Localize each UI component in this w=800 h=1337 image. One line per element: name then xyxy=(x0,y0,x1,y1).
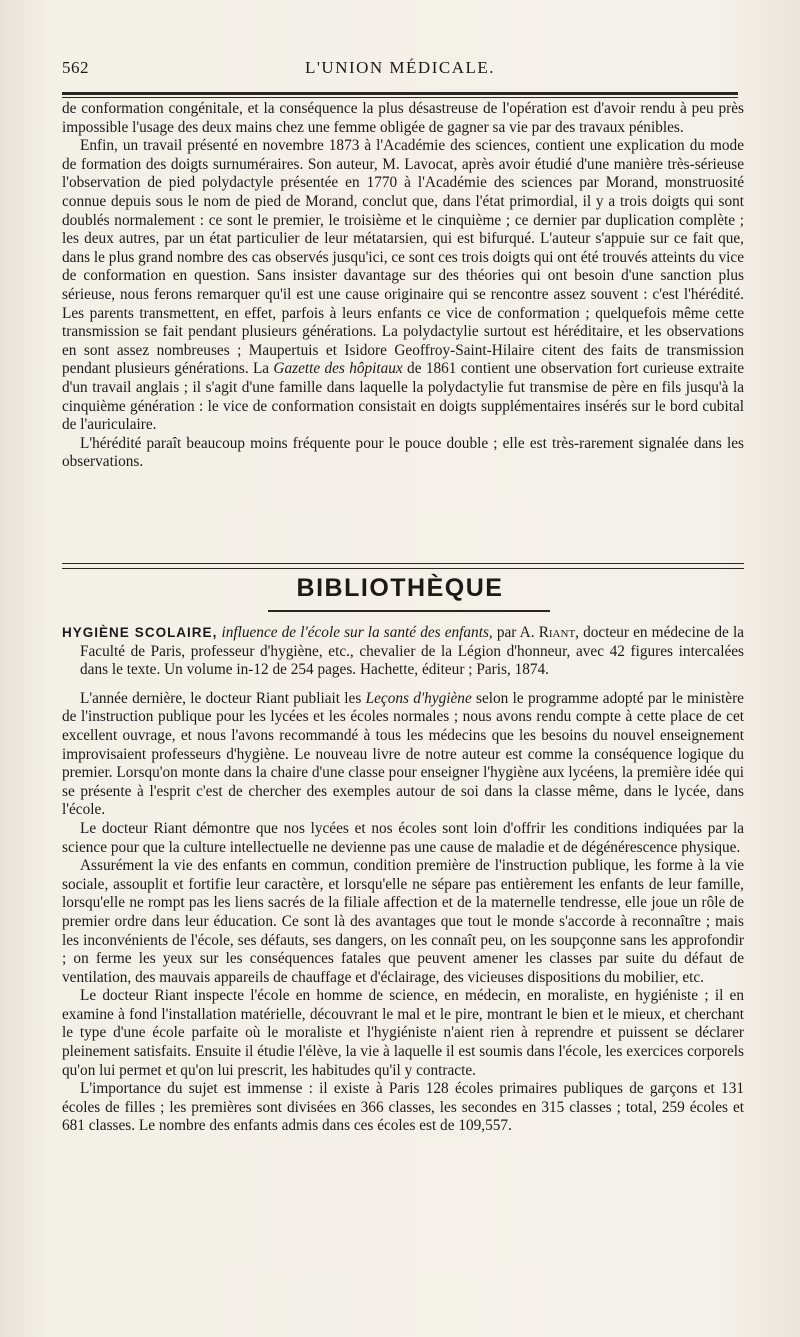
running-head xyxy=(62,58,738,86)
citation-by: par A. xyxy=(492,624,539,641)
review-paragraph-1-a: L'année dernière, le docteur Riant publiait les xyxy=(80,689,366,707)
article-paragraph-1: de conformation congénitale, et la conséquence la plus désastreuse de l'opération est d'avoir rendu à peu près impossible l'usage des deux mains chez une femme obligée de gagner sa vie par des travaux pénibles. xyxy=(62,100,744,136)
review-paragraph-3: Assurément la vie des enfants en commun, condition première de l'instruction publique, les forme à la vie sociale, assouplit et fortifie leur caractère, et lorsqu'elle ne sépare pas entièrement les enfants de leur famille, lorsqu'elle ne rompt pas les liens sacrés de la filiale affection et de la maternelle tendresse, elle joue un rôle de premier ordre dans leur éducation. Ce sont là des avantages que tout le monde s'accorde à reconnaître ; mais les inconvénients de l'école, ses défauts, ses dangers, on les connaît peu, on les soupçonne sans les approfondir ; on ferme les yeux sur les conséquences fatales que peuvent amener les classes par suite du défaut de ventilation, des mauvais appareils de chauffage et d'éclairage, des vicieuses dispositions du mobilier, etc. xyxy=(62,857,744,986)
review-paragraph-1-b: selon le programme adopté par le ministère de l'instruction publique pour les lycées et les écoles normales ; nous avons rendu compte à cette place de cet excellent ouvrage, et nous l'avons recommandé à tous les médecins que les besoins du nouvel enseignement improvisaient professeurs d'hygiène. Le nouveau livre de notre auteur est comme la conséquence logique du premier. Lorsqu'on monte dans la chaire d'une classe pour enseigner l'hygiène aux lycéens, la première idée qui se présente à l'esprit c'est de chercher des exemples autour de soi dans la classe même, dans le lycée, dans l'école. xyxy=(62,689,744,819)
book-author: Riant xyxy=(538,624,576,641)
review-paragraph-5: L'importance du sujet est immense : il existe à Paris 128 écoles primaires publiques de garçons et 131 écoles de filles ; les premières sont divisées en 366 classes, les secondes en 315 classes ; total, 259 écoles et 681 classes. Le nombre des enfants admis dans ces écoles est de 109,557. xyxy=(62,1080,744,1135)
article-paragraph-2-text: Enfin, un travail présenté en novembre 1873 à l'Académie des sciences, contient une explication du mode de formation des doigts surnuméraires. Son auteur, M. Lavocat, après avoir étudié d'une manière très-sérieuse l'observation de pied polydactyle présentée en 1770 à l'Académie des sciences par Morand, monstruosité connue depuis sous le nom de pied de Morand, conclut que, dans l'état primordial, il y a trois doigts qui sont doublés normalement : ce sont le premier, le troisième et le cinquième ; ce dernier par duplication complète ; les deux autres, par un état particulier de leur métatarsien, qui est bifurqué. L'auteur s'appuie sur ce fait que, dans le plus grand nombre des cas observés jusqu'ici, ce sont ces trois doigts qui ont été trouvés atteints du vice de conformation en question. Sans insister davantage sur des théories qui ont besoin d'une sanction plus sérieuse, nous ferons remarquer qu'il est une cause originaire qui se rencontre assez souvent : c'est l'hérédité. Les parents transmettent, en effet, parfois à leurs enfants ce vice de conformation ; quelquefois même cette transmission se fait pendant plusieurs générations. La polydactylie surtout est héréditaire, et les observations en sont assez nombreuses ; Maupertuis et Isidore Geoffroy-Saint-Hilaire citent des faits de transmission pendant plusieurs générations. La xyxy=(62,137,744,378)
book-title: HYGIÈNE SCOLAIRE, xyxy=(62,625,218,640)
header-rule xyxy=(62,92,738,95)
article-paragraph-3: L'hérédité paraît beaucoup moins fréquente pour le pouce double ; elle est très-rarement signalée dans les observations. xyxy=(62,434,744,471)
review-body xyxy=(62,624,744,1136)
page-number: 562 xyxy=(62,58,89,77)
book-citation xyxy=(62,624,744,680)
previous-book-title: Leçons d'hygiène xyxy=(365,689,472,707)
article-body xyxy=(62,100,744,472)
citation-details: , docteur en médecine de la Faculté de Paris, professeur d'hygiène, etc., chevalier de la Légion d'honneur, avec 42 figures intercalées dans le texte. Un volume in-12 de 254 pages. Hachette, éditeur ; Paris, 1874. xyxy=(80,624,744,679)
article-paragraph-2 xyxy=(62,137,744,435)
section-title: BIBLIOTHÈQUE xyxy=(296,574,504,602)
article-paragraph-2-end: de 1861 contient une observation fort curieuse extraite d'un travail anglais ; il s'agit d'une famille dans laquelle la polydactylie fut transmise de père en fils jusqu'à la cinquième génération : le vice de conformation consistait en doigts supplémentaires insérés sur le bord cubital de l'auriculaire. xyxy=(62,360,744,434)
journal-title: L'UNION MÉDICALE. xyxy=(304,58,496,77)
section-separator-thin xyxy=(62,568,744,569)
journal-citation: Gazette des hôpitaux xyxy=(273,360,403,378)
section-separator xyxy=(62,563,744,564)
header-rule-thin xyxy=(62,97,738,98)
review-paragraph-2: Le docteur Riant démontre que nos lycées et nos écoles sont loin d'offrir les conditions indiquées par la science pour que la culture intellectuelle ne devienne pas une cause de maladie et de dégénérescence physique. xyxy=(62,819,744,856)
review-paragraph-4: Le docteur Riant inspecte l'école en homme de science, en médecin, en moraliste, en hygiéniste ; il en examine à fond l'installation matérielle, découvrant le mal et le pire, montrant le bien et le mieux, et cherchant le type d'une école parfaite où le moraliste et l'hygiéniste n'aient rien à reprendre et puissent se déclarer pleinement satisfaits. Ensuite il étudie l'élève, la vie à laquelle il est soumis dans l'école, les exercices corporels qu'on lui permet et qu'on lui prescrit, les habitudes qu'il y contracte. xyxy=(62,987,744,1079)
section-title-rule xyxy=(268,610,550,612)
review-paragraph-1 xyxy=(62,690,744,820)
book-subtitle: influence de l'école sur la santé des enfants, xyxy=(221,624,493,641)
